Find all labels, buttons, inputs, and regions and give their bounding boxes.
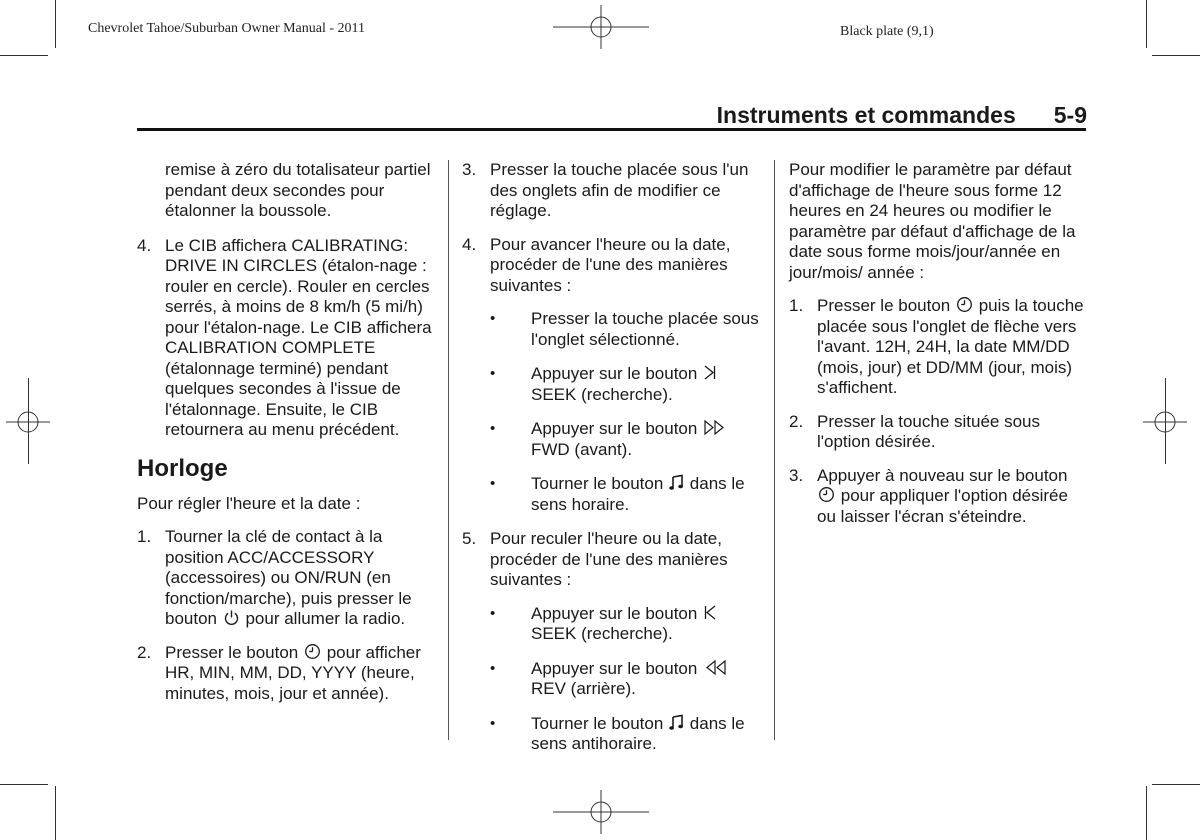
registration-target-top (553, 5, 649, 49)
list-text: Pour avancer l'heure ou la date, procéder de l'une des manières suivantes : (490, 234, 731, 295)
bullet-item (462, 659, 762, 700)
page-title (717, 102, 1087, 129)
bullet-text-cont: FWD (avant). (531, 439, 633, 459)
column-2 (462, 160, 762, 769)
bullet-text-cont: dans le sens antihoraire. (531, 713, 745, 753)
list-item (462, 235, 762, 297)
header-rule (137, 128, 1086, 131)
list-text-cont: pour afficher HR, MIN, MM, DD, YYYY (heure, minutes, mois, jour et année). (165, 642, 421, 703)
list-item (462, 160, 762, 222)
list-number: 4. (462, 234, 477, 254)
list-text-cont: pour allumer la radio. (245, 609, 406, 628)
section-heading: Horloge (137, 454, 228, 482)
crop-mark (1146, 0, 1147, 48)
music-note-icon (669, 714, 684, 731)
bullet-item (462, 364, 762, 405)
crop-mark (1152, 784, 1200, 785)
list-number: 1. (789, 296, 804, 315)
list-number: 4. (137, 235, 152, 255)
list-number: 2. (137, 642, 152, 662)
bullet-item (462, 714, 762, 755)
list-text: Tourner la clé de contact à la position ACC/ACCESSORY (accessoires) ou ON/RUN (en fonction/marche), puis presser le bouton (165, 527, 412, 628)
bullet-mark: • (490, 714, 496, 732)
bullet-item (462, 309, 762, 350)
list-item (137, 643, 437, 705)
bullet-mark: • (490, 365, 496, 382)
list-text: Presser le bouton (165, 642, 299, 662)
list-number: 5. (462, 529, 477, 548)
registration-target-left (6, 400, 50, 444)
bullet-text: Appuyer sur le bouton (531, 364, 698, 383)
bullet-text: Tourner le bouton (531, 474, 664, 493)
column-1 (137, 160, 437, 717)
rewind-icon (703, 659, 727, 676)
list-number: 3. (789, 465, 804, 485)
bullet-mark: • (490, 604, 496, 622)
bullet-mark: • (490, 475, 496, 492)
list-item (789, 466, 1087, 528)
column-divider (448, 160, 449, 740)
fast-forward-icon (703, 419, 727, 436)
bullet-text: Presser la touche placée sous l'onglet sélectionné. (531, 309, 759, 349)
list-item (789, 296, 1087, 399)
list-item (137, 527, 437, 630)
intro-paragraph: Pour régler l'heure et la date : (137, 493, 361, 513)
bullet-text-cont: dans le sens horaire. (531, 474, 745, 514)
registration-target-bottom (553, 790, 649, 834)
bullet-text-cont: SEEK (recherche). (531, 624, 673, 643)
intro-paragraph: Pour modifier le paramètre par défaut d'affichage de l'heure sous forme 12 heures en 24 heures ou modifier le paramètre par défaut d'affichage de la date sous forme mois/jour/année en jour/mois/ année : (789, 160, 1076, 282)
column-divider (774, 160, 775, 740)
seek-next-icon (703, 364, 717, 381)
list-text: Presser la touche placée sous l'un des onglets afin de modifier ce réglage. (490, 160, 749, 220)
plate-meta: Black plate (9,1) (840, 24, 934, 39)
bullet-mark: • (490, 420, 496, 437)
list-number: 3. (462, 160, 477, 179)
section-title-text: Instruments et commandes (716, 102, 1016, 128)
list-number: 2. (789, 411, 804, 431)
crop-mark (1146, 786, 1147, 840)
bullet-item (462, 419, 762, 460)
clock-icon (818, 486, 835, 503)
list-text-cont: puis la touche placée sous l'onglet de flèche vers l'avant. 12H, 24H, la date MM/DD (mois, jour) et DD/MM (jour, mois) s'affichent. (817, 296, 1084, 397)
crop-mark (55, 786, 56, 840)
clock-icon (956, 296, 973, 313)
list-text-cont: pour appliquer l'option désirée ou laisser l'écran s'éteindre. (817, 486, 1068, 526)
crop-mark (0, 55, 48, 56)
list-item (137, 236, 437, 441)
list-text: Le CIB affichera CALIBRATING: DRIVE IN CIRCLES (étalon-nage : rouler en cercle). Rouler en cercles serrés, à moins de 8 km/h (5 mi/h) pour l'étalon-nage. Le CIB affichera CALIBRATION COMPLETE (étalonnage terminé) pendant quelques secondes à l'issue de l'étalonnage. Ensuite, le CIB retournera au menu précédent. (165, 235, 432, 439)
column-3 (789, 160, 1087, 540)
page-number: 5-9 (1053, 102, 1087, 128)
list-item (789, 412, 1087, 453)
bullet-text-cont: REV (arrière). (531, 679, 636, 698)
bullet-mark: • (490, 310, 496, 327)
list-text: Presser la touche située sous l'option désirée. (817, 411, 1041, 451)
list-text: Appuyer à nouveau sur le bouton (817, 465, 1068, 485)
seek-prev-icon (703, 604, 717, 621)
crop-mark (1152, 55, 1200, 56)
music-note-icon (669, 474, 684, 491)
bullet-text-cont: SEEK (recherche). (531, 384, 673, 404)
bullet-text: Appuyer sur le bouton (531, 419, 698, 438)
bullet-mark: • (490, 659, 496, 677)
registration-target-right (1143, 400, 1187, 444)
bullet-text: Appuyer sur le bouton (531, 603, 698, 623)
list-text: Pour reculer l'heure ou la date, procéder de l'une des manières suivantes : (490, 529, 728, 589)
crop-mark (55, 0, 56, 48)
clock-icon (304, 643, 321, 660)
list-text: Presser le bouton (817, 296, 951, 315)
bullet-item (462, 474, 762, 515)
manual-title-meta: Chevrolet Tahoe/Suburban Owner Manual - 2011 (88, 21, 366, 36)
bullet-item (462, 604, 762, 645)
list-number: 1. (137, 527, 152, 546)
list-item (462, 529, 762, 591)
bullet-text: Tourner le bouton (531, 713, 664, 733)
continued-paragraph: remise à zéro du totalisateur partiel pendant deux secondes pour étalonner la boussole. (165, 160, 431, 220)
crop-mark (0, 784, 48, 785)
power-icon (223, 609, 240, 626)
bullet-text: Appuyer sur le bouton (531, 658, 698, 678)
